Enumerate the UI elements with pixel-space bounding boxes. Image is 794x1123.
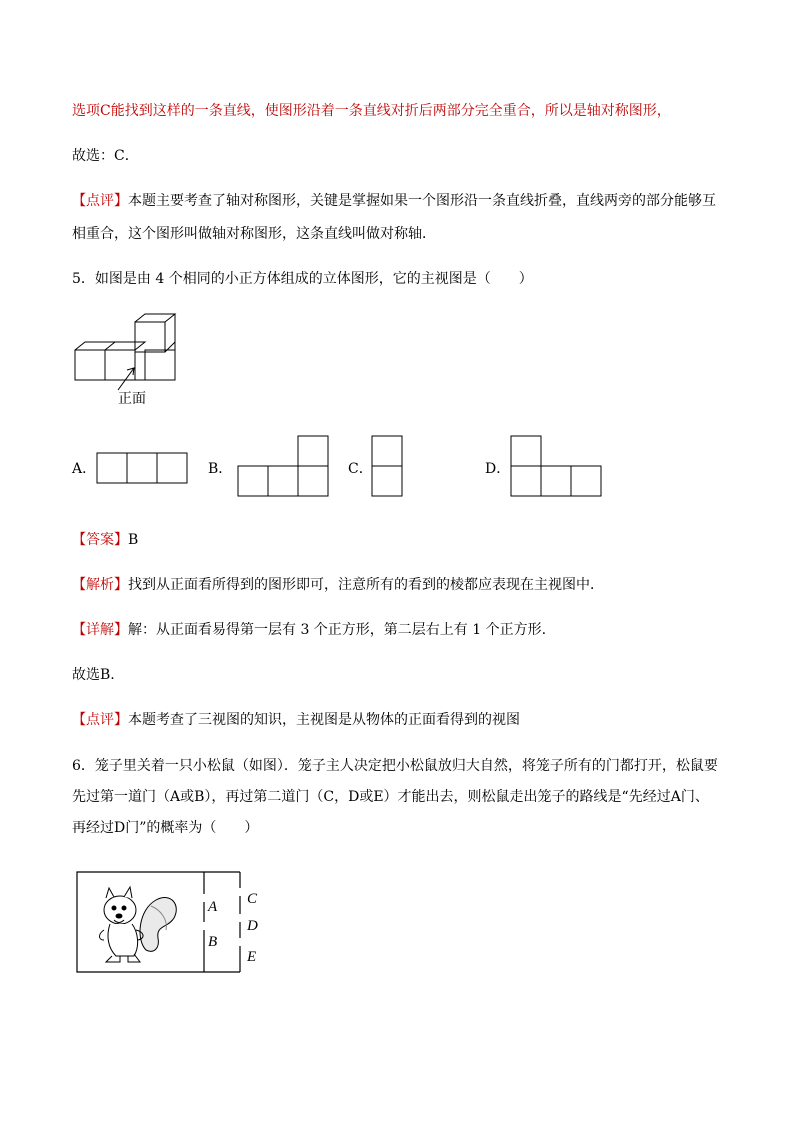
q6-stem-line-2: 先过第一道门（A或B），再过第二道门（C，D或E）才能出去，则松鼠走出笼子的路线是“先经过A门、 <box>72 789 709 805</box>
door-d-label: D <box>247 918 258 934</box>
q5-cube-figure <box>72 312 182 407</box>
detail-tag: 【详解】 <box>72 622 128 638</box>
comment-text: 本题主要考查了轴对称图形，关键是掌握如果一个图形沿一条直线折叠，直线两旁的部分能够互 <box>128 193 716 209</box>
comment-tag: 【点评】 <box>72 193 128 209</box>
option-c-figure <box>371 435 403 497</box>
q5-analysis <box>72 575 604 595</box>
option-b-label: B． <box>208 461 233 477</box>
option-d-label: D． <box>485 461 511 477</box>
comment-tag: 【点评】 <box>72 712 128 728</box>
analysis-tag: 【解析】 <box>72 577 128 593</box>
cage-figure <box>76 870 276 975</box>
door-c-label: C <box>247 891 258 907</box>
analysis-text: 找到从正面看所得到的图形即可，注意所有的看到的棱都应表现在主视图中． <box>128 577 604 593</box>
option-d-figure <box>510 435 602 497</box>
q5-comment <box>72 710 520 730</box>
door-a-label: A <box>208 899 218 915</box>
squirrel-icon <box>100 887 177 962</box>
q6-stem-line-1: 6．笼子里关着一只小松鼠（如图）．笼子主人决定把小松鼠放归大自然，将笼子所有的门都打开，松鼠要 <box>72 758 718 774</box>
option-a-label: A． <box>72 461 97 477</box>
q5-answer <box>72 530 138 550</box>
option-b-figure <box>237 435 329 497</box>
option-c-label: C． <box>348 461 373 477</box>
answer-tag: 【答案】 <box>72 532 128 548</box>
option-a-figure <box>96 452 188 484</box>
answer-value: B <box>128 532 139 548</box>
door-b-label: B <box>208 934 218 950</box>
q6-stem-line-3: 再经过D门”的概率为（ ） <box>72 820 259 836</box>
comment-text: 本题考查了三视图的知识，主视图是从物体的正面看得到的视图 <box>128 712 520 728</box>
q4-choice: 故选：C． <box>72 148 139 164</box>
door-e-label: E <box>247 949 257 965</box>
q5-choice: 故选B. <box>72 667 115 683</box>
front-label: 正面 <box>118 391 146 407</box>
q4-explanation: 选项C能找到这样的一条直线，使图形沿着一条直线对折后两部分完全重合，所以是轴对称图形， <box>72 103 671 119</box>
q4-comment-line-2: 相重合，这个图形叫做轴对称图形，这条直线叫做对称轴． <box>72 226 436 242</box>
detail-text: 解：从正面看易得第一层有 3 个正方形，第二层右上有 1 个正方形. <box>128 622 547 638</box>
q4-comment-line-1 <box>72 191 716 211</box>
q5-stem: 5．如图是由 4 个相同的小正方体组成的立体图形，它的主视图是（ ） <box>72 271 533 287</box>
q5-detail <box>72 620 546 640</box>
